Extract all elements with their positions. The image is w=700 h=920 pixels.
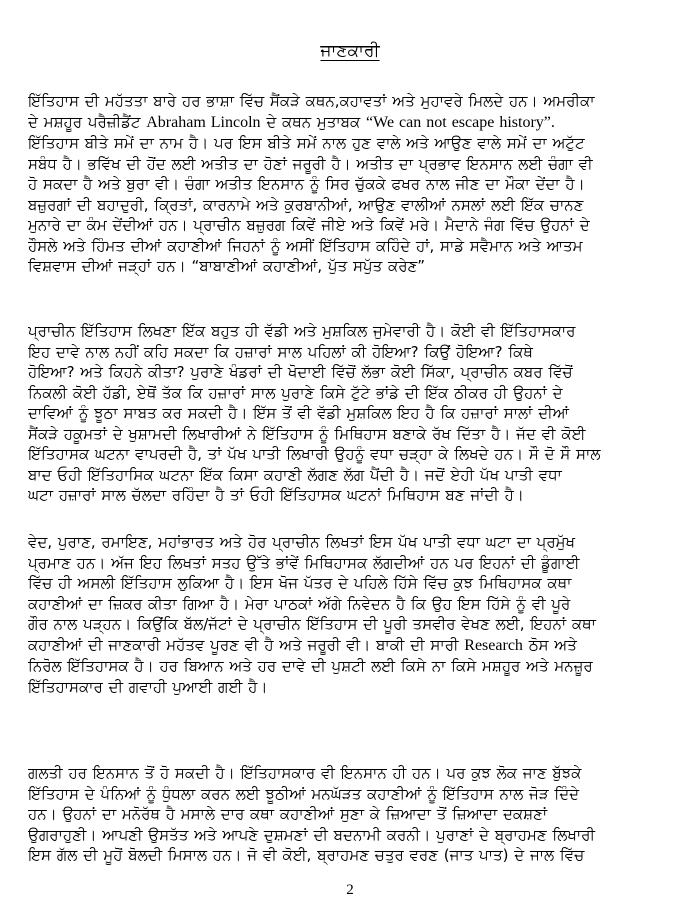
text-line	[28, 112, 676, 134]
text-line	[28, 383, 676, 404]
text-line	[28, 614, 676, 635]
text-line	[28, 444, 676, 465]
text-run: ਨਿਕਲੀ ਕੋਈ ਹੱਡੀ, ਏਥੋਂ ਤੱਕ ਕਿ ਹਜ਼ਾਰਾਂ ਸਾਲ ਪੁਰਾਣੇ ਕਿਸੇ ਟੁੱਟੇ ਭਾਂਡੇ ਦੀ ਇੱਕ ਠੀਕਰ ਹੀ ਉਹਨਾਂ ਦੇ	[28, 383, 563, 402]
text-line	[28, 91, 676, 112]
text-run: ਪ੍ਰਮਾਣ ਹਨ। ਅੱਜ ਇਹ ਲਿਖਤਾਂ ਸਤਹ ਉੱਤੇ ਭਾਂਵੇਂ ਮਿਥਿਹਾਸਕ ਲੱਗਦੀਆਂ ਹਨ ਪਰ ਇਹਨਾਂ ਦੀ ਡੂੰਗਾਈ	[28, 553, 580, 572]
text-run: ਬਾਦ ਓਹੀ ਇੱਤਿਹਾਸਿਕ ਘਟਨਾ ਇੱਕ ਕਿਸਾ ਕਹਾਣੀ ਲੱਗਣ ਲੱਗ ਪੈਂਦੀ ਹੈ। ਜਦੋਂ ਏਹੀ ਪੱਖ ਪਾਤੀ ਵਧਾ	[28, 465, 562, 484]
paragraph-2	[28, 321, 676, 506]
text-line	[28, 133, 676, 154]
text-line	[28, 553, 676, 574]
page-title	[0, 40, 700, 62]
text-line	[28, 174, 676, 195]
latin-text-run: “We can not escape history”.	[366, 113, 555, 131]
text-line	[28, 403, 676, 424]
text-run: ਇੱਤਿਹਾਸਕ ਘਟਨਾ ਵਾਪਰਦੀ ਹੈ, ਤਾਂ ਪੱਖ ਪਾਤੀ ਲਿਖਾਰੀ ਉਹਨੂੰ ਵਧਾ ਚੜ੍ਹਾ ਕੇ ਲਿਖਦੇ ਹਨ। ਸੌ ਦੋ ਸੌ ਸਾਲ	[28, 445, 601, 463]
paragraph-1	[28, 91, 676, 277]
text-line	[28, 635, 676, 657]
text-line	[28, 784, 676, 805]
text-run: ਵਿੱਚ ਹੀ ਅਸਲੀ ਇੱਤਿਹਾਸ ਲੁਕਿਆ ਹੈ। ਇਸ ਖੋਜ ਪੱਤਰ ਦੇ ਪਹਿਲੇ ਹਿੱਸੇ ਵਿੱਚ ਕੁਝ ਮਿਥਿਹਾਸਕ ਕਥਾ	[28, 574, 572, 592]
text-line	[28, 677, 676, 698]
text-run: ਇਹ ਦਾਵੇ ਨਾਲ ਨਹੀਂ ਕਹਿ ਸਕਦਾ ਕਿ ਹਜ਼ਾਰਾਂ ਸਾਲ ਪਹਿਲਾਂ ਕੀ ਹੋਇਆ? ਕਿਉਂ ਹੋਇਆ? ਕਿਥੇ	[28, 342, 533, 361]
text-line	[28, 256, 676, 277]
text-run: ਹੋਇਆ? ਅਤੇ ਕਿਹਨੇ ਕੀਤਾ? ਪੁਰਾਣੇ ਖੰਡਰਾਂ ਦੀ ਖੋਦਾਈ ਵਿੱਚੋਂ ਲੱਭਾ ਕੋਈ ਸਿੱਕਾ, ਪ੍ਰਾਚੀਨ ਕਬਰ ਵਿੱਚੋਂ	[28, 363, 573, 381]
text-run: ਵੇਦ, ਪੁਰਾਣ, ਰਮਾਇਣ, ਮਹਾਂਭਾਰਤ ਅਤੇ ਹੋਰ ਪ੍ਰਾਚੀਨ ਲਿਖਤਾਂ ਇਸ ਪੱਖ ਪਾਤੀ ਵਧਾ ਘਟਾ ਦਾ ਪ੍ਰਮੁੱਖ	[28, 533, 576, 551]
text-line	[28, 845, 676, 866]
text-run: ਸਬੰਧ ਹੈ। ਭਵਿੱਖ ਦੀ ਹੋਂਦ ਲਈ ਅਤੀਤ ਦਾ ਹੋਣਾਂ ਜਰੂਰੀ ਹੈ। ਅਤੀਤ ਦਾ ਪ੍ਰਭਾਵ ਇਨਸਾਨ ਲਈ ਚੰਗਾ ਵੀ	[28, 154, 593, 173]
text-run: ਮੁਨਾਰੇ ਦਾ ਕੰਮ ਦੇਂਦੀਆਂ ਹਨ। ਪ੍ਰਾਚੀਨ ਬਜ਼ੁਰਗ ਕਿਵੇਂ ਜੀਏ ਅਤੇ ਕਿਵੇਂ ਮਰੇ। ਮੈਦਾਨੇ ਜੰਗ ਵਿੱਚ ਉਹਨਾਂ ਦੇ	[28, 216, 590, 234]
page-title-text: ਜਾਣਕਾਰੀ	[320, 41, 380, 61]
text-line	[28, 763, 676, 784]
text-line	[28, 656, 676, 677]
text-line	[28, 424, 676, 445]
text-run: ਦੇ ਕਥਨ ਮੁਤਾਬਕ	[260, 112, 367, 131]
text-run: ਹੋ ਸਕਦਾ ਹੈ ਅਤੇ ਬੁਰਾ ਵੀ। ਚੰਗਾ ਅਤੀਤ ਇਨਸਾਨ ਨੂੰ ਸਿਰ ਚੁੱਕਕੇ ਫਖਰ ਨਾਲ ਜੀਣ ਦਾ ਮੌਕਾ ਦੇਂਦਾ ਹੈ।	[28, 175, 585, 193]
text-run: ਉਗਰਾਹੁਣੀ। ਆਪਣੀ ਉਸਤੱਤ ਅਤੇ ਆਪਣੇ ਦੁਸ਼ਮਣਾਂ ਦੀ ਬਦਨਾਮੀ ਕਰਨੀ। ਪੁਰਾਣਾਂ ਦੇ ਬ੍ਰਾਹਮਣ ਲਿਖਾਰੀ	[28, 825, 595, 844]
text-line	[28, 485, 676, 506]
text-run: ਇਸ ਗੱਲ ਦੀ ਮੂਹੋਂ ਬੋਲਦੀ ਮਿਸਾਲ ਹਨ। ਜੋ ਵੀ ਕੋਈ, ਬ੍ਰਾਹਮਣ ਚਤੁਰ ਵਰਣ (ਜਾਤ ਪਾਤ) ਦੇ ਜਾਲ ਵਿੱਚ	[28, 846, 585, 864]
latin-text-run: Abraham Lincoln	[146, 113, 261, 131]
text-line	[28, 342, 676, 363]
page-number: 2	[346, 882, 354, 898]
text-run: ਇੱਤਿਹਾਸਕਾਰ ਦੀ ਗਵਾਹੀ ਪੁਆਈ ਗਈ ਹੈ।	[28, 677, 268, 696]
text-run: ਹੌਸਲੇ ਅਤੇ ਹਿੰਮਤ ਦੀਆਂ ਕਹਾਣੀਆਂ ਜਿਹਨਾਂ ਨੂੰ ਅਸੀਂ ਇੱਤਿਹਾਸ ਕਹਿੰਦੇ ਹਾਂ, ਸਾਡੇ ਸਵੈਮਾਨ ਅਤੇ ਆਤਮ	[28, 236, 583, 255]
text-run: ਕਹਾਣੀਆਂ ਦਾ ਜ਼ਿਕਰ ਕੀਤਾ ਗਿਆ ਹੈ। ਮੇਰਾ ਪਾਠਕਾਂ ਅੱਗੇ ਨਿਵੇਦਨ ਹੈ ਕਿ ਉਹ ਇਸ ਹਿੱਸੇ ਨੂੰ ਵੀ ਪੂਰੇ	[28, 594, 571, 613]
latin-text-run: Research	[464, 636, 523, 654]
text-run: ਕਹਾਣੀਆਂ ਦੀ ਜਾਣਕਾਰੀ ਮਹੱਤਵ ਪੂਰਣ ਵੀ ਹੈ ਅਤੇ ਜਰੂਰੀ ਵੀ। ਬਾਕੀ ਦੀ ਸਾਰੀ	[28, 635, 465, 654]
text-run: ਪ੍ਰਾਚੀਨ ਇੱਤਿਹਾਸ ਲਿਖਣਾ ਇੱਕ ਬਹੁਤ ਹੀ ਵੱਡੀ ਅਤੇ ਮੁਸ਼ਕਿਲ ਜੁਮੇਵਾਰੀ ਹੈ। ਕੋਈ ਵੀ ਇੱਤਿਹਾਸਕਾਰ	[28, 322, 576, 340]
text-run: ਇੱਤਿਹਾਸ ਦੇ ਪੰਨਿਆਂ ਨੂੰ ਧੁੰਧਲਾ ਕਰਨ ਲਈ ਝੂਠੀਆਂ ਮਨਘੱੜਤ ਕਹਾਣੀਆਂ ਨੂੰ ਇੱਤਿਹਾਸ ਨਾਲ ਜੋੜ ਦਿੰਦੇ	[28, 784, 580, 803]
text-line	[28, 154, 676, 175]
text-run: ਦਾਵਿਆਂ ਨੂੰ ਝੂਠਾ ਸਾਬਤ ਕਰ ਸਕਦੀ ਹੈ। ਇੱਸ ਤੋਂ ਵੀ ਵੱਡੀ ਮੁਸ਼ਕਿਲ ਇਹ ਹੈ ਕਿ ਹਜ਼ਾਰਾਂ ਸਾਲਾਂ ਦੀਆਂ	[28, 404, 570, 422]
text-run: ਵਿਸ਼ਵਾਸ ਦੀਆਂ ਜੜ੍ਹਾਂ ਹਨ। “ਬਾਬਾਣੀਆਂ ਕਹਾਣੀਆਂ, ਪੁੱਤ ਸਪੁੱਤ ਕਰੇਣ”	[28, 257, 426, 275]
text-line	[28, 236, 676, 257]
text-line	[28, 215, 676, 236]
paragraph-3	[28, 532, 676, 697]
text-run: ਸੈਂਕੜੇ ਹਕੂਮਤਾਂ ਦੇ ਖੁਸ਼ਾਮਦੀ ਲਿਖਾਰੀਆਂ ਨੇ ਇੱਤਿਹਾਸ ਨੂੰ ਮਿਥਿਹਾਸ ਬਣਾਕੇ ਰੱਖ ਦਿੱਤਾ ਹੈ। ਜੱਦ ਵੀ ਕੋਈ	[28, 424, 586, 443]
text-line	[28, 362, 676, 383]
text-run: ਇੱਤਿਹਾਸ ਦੀ ਮਹੱਤਤਾ ਬਾਰੇ ਹਰ ਭਾਸ਼ਾ ਵਿੱਚ ਸੈਂਕੜੇ ਕਥਨ,ਕਹਾਵਤਾਂ ਅਤੇ ਮੁਹਾਵਰੇ ਮਿਲਦੇ ਹਨ। ਅਮਰੀਕਾ	[28, 92, 595, 110]
text-run: ਹਨ। ਉਹਨਾਂ ਦਾ ਮਨੋਰੱਥ ਹੈ ਮਸਾਲੇ ਦਾਰ ਕਥਾ ਕਹਾਣੀਆਂ ਸੁਣਾ ਕੇ ਜ਼ਿਆਦਾ ਤੋਂ ਜ਼ਿਆਦਾ ਦਕਸ਼ਣਾਂ	[28, 805, 548, 823]
text-line	[28, 594, 676, 615]
text-line	[28, 532, 676, 553]
text-line	[28, 573, 676, 594]
paragraph-4	[28, 763, 676, 866]
text-line	[28, 465, 676, 486]
text-run: ਬਜ਼ੁਰਗਾਂ ਦੀ ਬਹਾਦੁਰੀ, ਕ੍ਰਿਤਾਂ, ਕਾਰਨਾਮੇ ਅਤੇ ਕੁਰਬਾਨੀਆਂ, ਆਉਣ ਵਾਲੀਆਂ ਨਸਲਾਂ ਲਈ ਇੱਕ ਚਾਨਣ	[28, 195, 584, 214]
text-line	[28, 804, 676, 825]
text-run: ਦੇ ਮਸ਼ਹੂਰ ਪਰੈਜ਼ੀਡੈਂਟ	[28, 112, 147, 131]
text-run: ਠੋਸ ਅਤੇ	[522, 635, 577, 654]
text-run: ਘਟਾ ਹਜ਼ਾਰਾਂ ਸਾਲ ਚੱਲਦਾ ਰਹਿੰਦਾ ਹੈ ਤਾਂ ਓਹੀ ਇੱਤਿਹਾਸਕ ਘਟਨਾਂ ਮਿਥਿਹਾਸ ਬਣ ਜਾਂਦੀ ਹੈ।	[28, 486, 524, 504]
text-run: ਗਲਤੀ ਹਰ ਇਨਸਾਨ ਤੋਂ ਹੋ ਸਕਦੀ ਹੈ। ਇੱਤਿਹਾਸਕਾਰ ਵੀ ਇਨਸਾਨ ਹੀ ਹਨ। ਪਰ ਕੁਝ ਲੋਕ ਜਾਣ ਬੁੱਝਕੇ	[28, 764, 582, 782]
text-run: ਇੱਤਿਹਾਸ ਬੀਤੇ ਸਮੇਂ ਦਾ ਨਾਮ ਹੈ। ਪਰ ਇਸ ਬੀਤੇ ਸਮੇਂ ਨਾਲ ਹੁਣ ਵਾਲੇ ਅਤੇ ਆਉਣ ਵਾਲੇ ਸਮੇਂ ਦਾ ਅਟੁੱਟ	[28, 134, 585, 152]
text-run: ਨਿਰੋਲ ਇੱਤਿਹਾਸਕ ਹੈ। ਹਰ ਬਿਆਨ ਅਤੇ ਹਰ ਦਾਵੇ ਦੀ ਪੁਸ਼ਟੀ ਲਈ ਕਿਸੇ ਨਾ ਕਿਸੇ ਮਸ਼ਹੂਰ ਅਤੇ ਮਨਜ਼ੂਰ	[28, 657, 593, 675]
text-line	[28, 825, 676, 846]
text-run: ਗੌਰ ਨਾਲ ਪੜ੍ਹਨ। ਕਿਉਂਕਿ ਬੱਲ/ਜੱਟਾਂ ਦੇ ਪ੍ਰਾਚੀਨ ਇੱਤਿਹਾਸ ਦੀ ਪੂਰੀ ਤਸਵੀਰ ਵੇਖਣ ਲਈ, ਇਹਨਾਂ ਕਥਾ	[28, 615, 596, 633]
text-line	[28, 321, 676, 342]
text-line	[28, 195, 676, 216]
